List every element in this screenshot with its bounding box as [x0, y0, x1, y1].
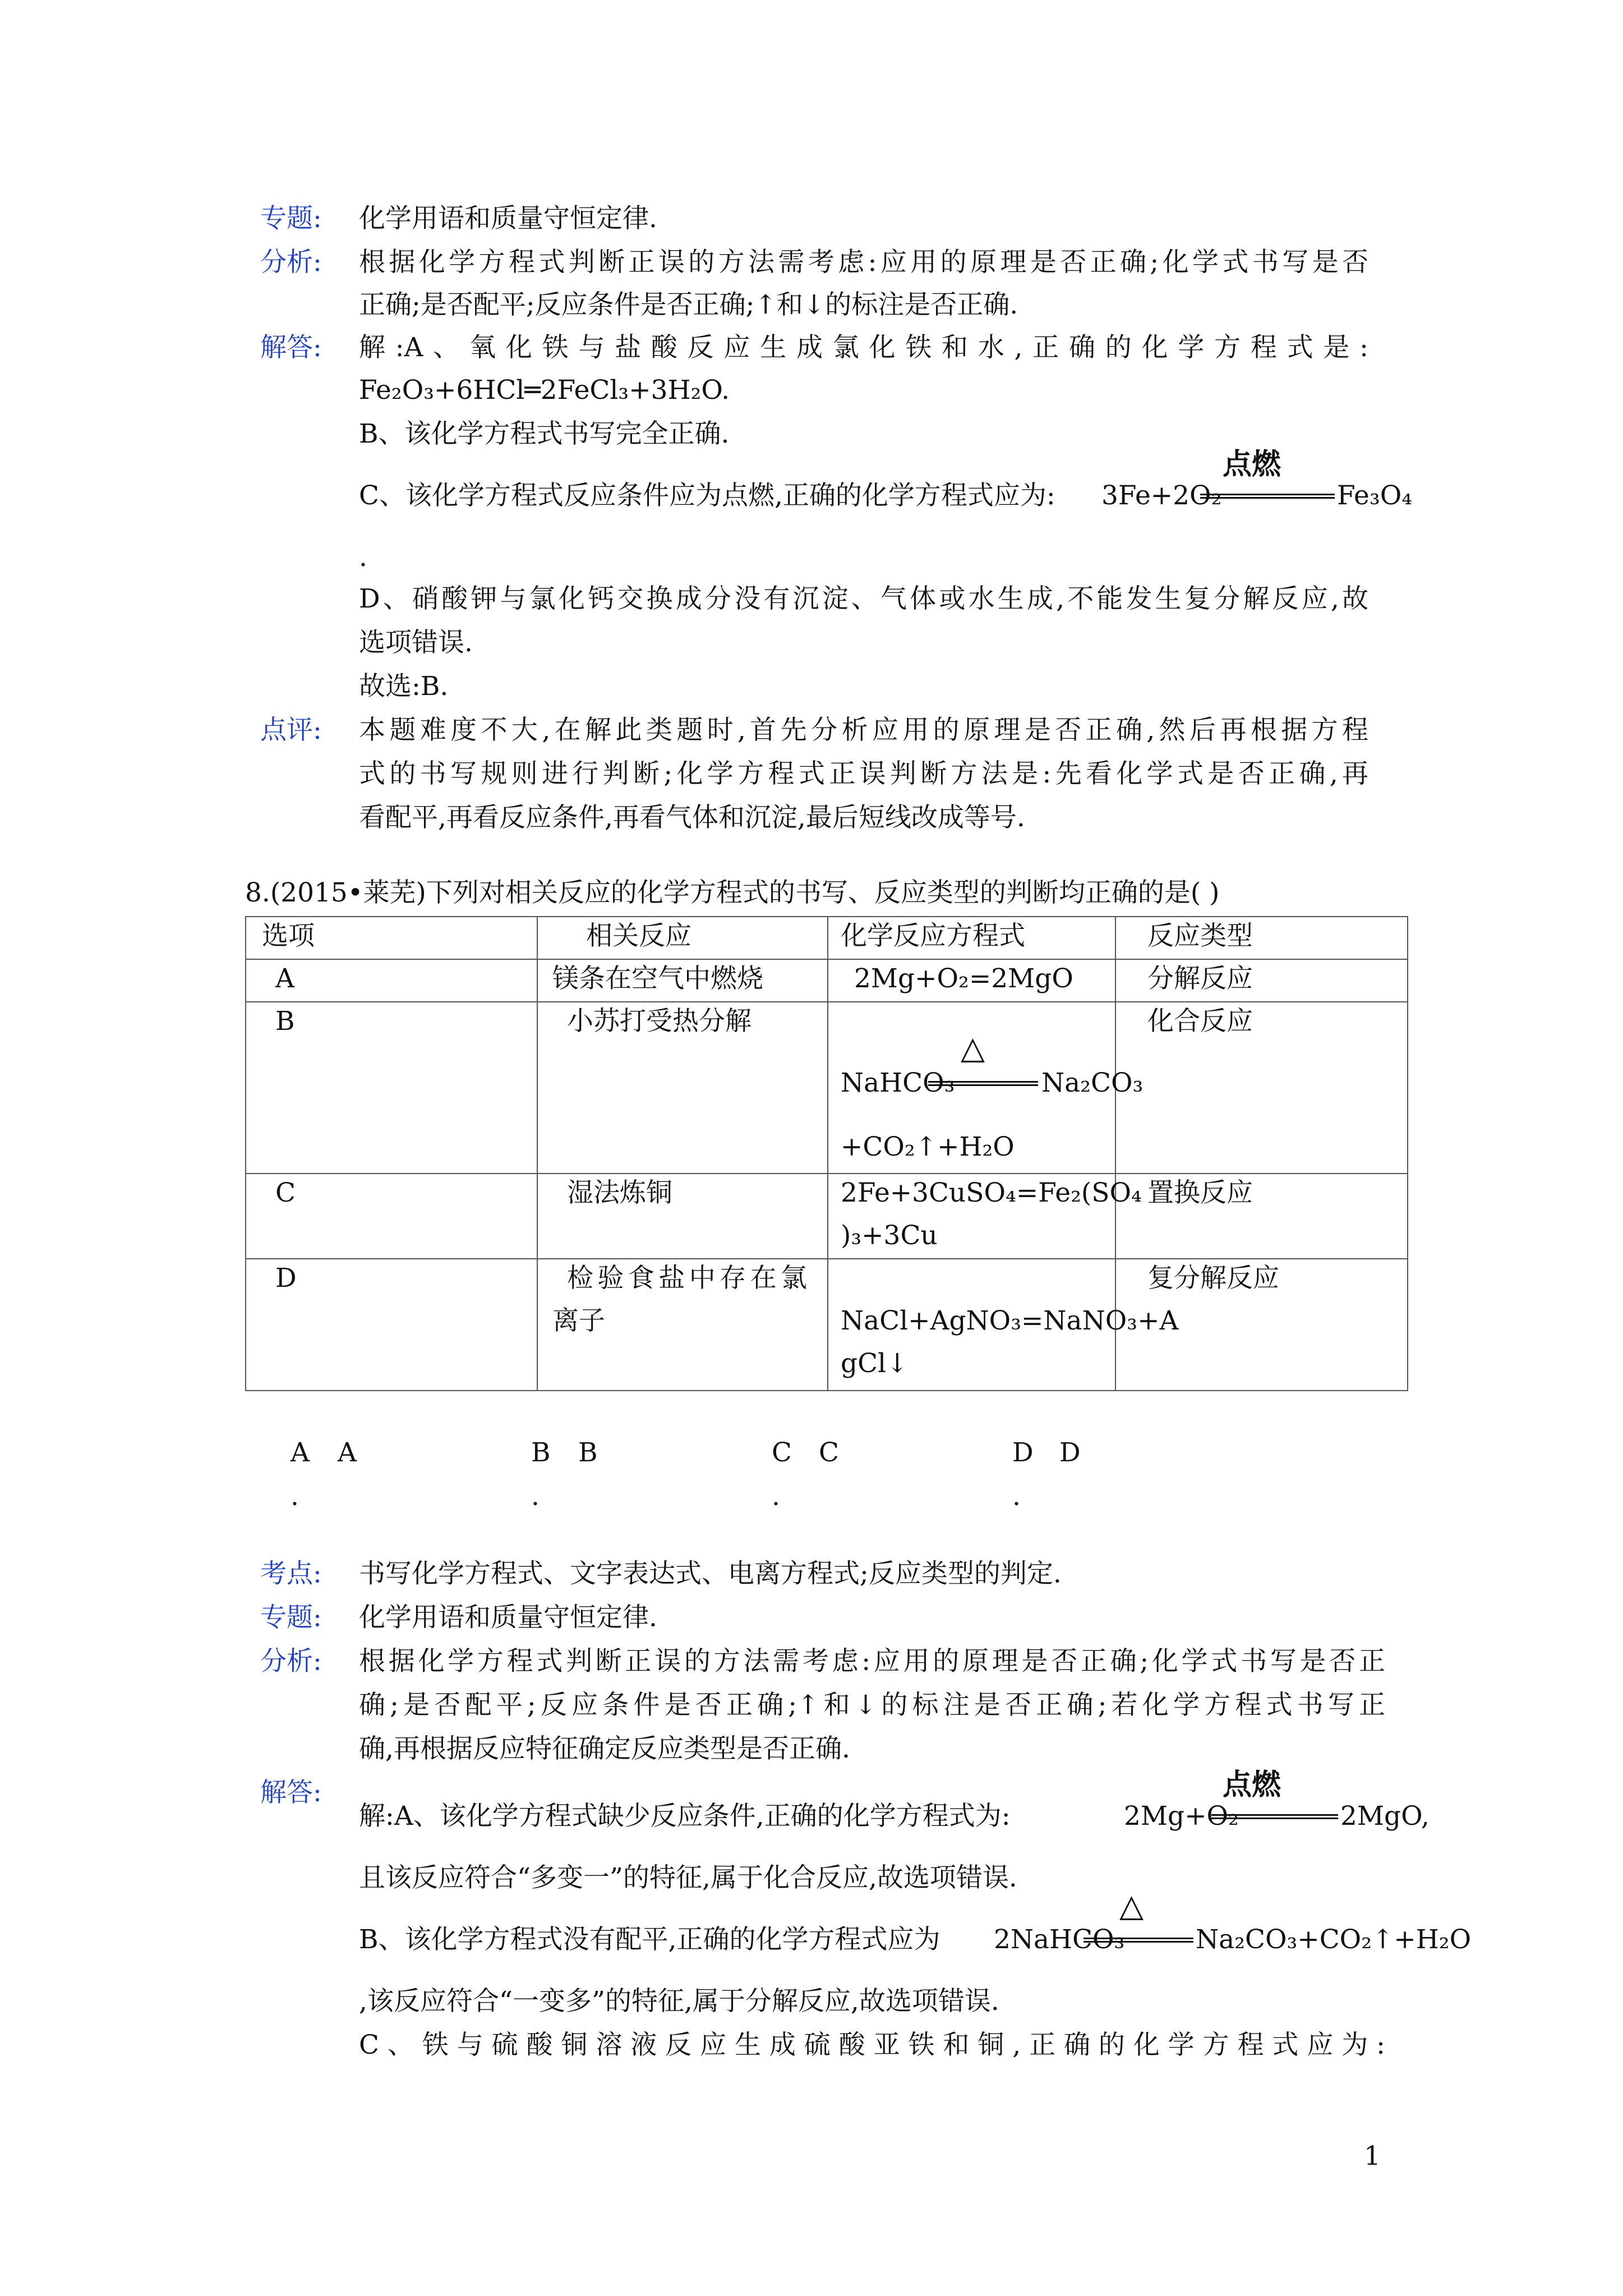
answer-a-line-2: 且该反应符合“多变一”的特征,属于化合反应,故选项错误.	[359, 1862, 1017, 1893]
equals-sign	[1083, 1938, 1193, 1943]
equals-sign	[1211, 1814, 1338, 1819]
page-number: 1	[1364, 2141, 1381, 2171]
comment-line-3: 看配平,再看反应条件,再看气体和沉淀,最后短线改成等号.	[359, 802, 1025, 833]
analysis-line-2: 确;是否配平;反应条件是否正确;↑和↓的标注是否正确;若化学方程式书写正	[359, 1690, 1385, 1720]
heat-symbol: △	[961, 1030, 985, 1066]
table-header-cell: 相关反应	[537, 917, 828, 959]
analysis-line-1: 根据化学方程式判断正误的方法需考虑:应用的原理是否正确;化学式书写是否正	[359, 1646, 1385, 1677]
table-cell: A	[246, 959, 537, 1002]
table-header-cell: 化学反应方程式	[828, 917, 1115, 959]
answer-a-rhs: 2MgO,	[1340, 1801, 1430, 1832]
reaction-table	[245, 916, 1408, 1391]
choice-a-text[interactable]: A	[338, 1437, 357, 1468]
table-cell: 化合反应	[1115, 1002, 1408, 1174]
equals-sign	[1200, 494, 1335, 499]
table-cell: NaHCO₃ △ Na₂CO₃ +CO₂↑+H₂O	[828, 1002, 1115, 1174]
answer-b: B、该化学方程式书写完全正确.	[359, 418, 730, 449]
table-row	[246, 959, 1408, 1002]
table-row	[246, 1002, 1408, 1174]
choice-c-text[interactable]: C	[819, 1437, 839, 1468]
comment-line-2: 式的书写规则进行判断;化学方程式正误判断方法是:先看化学式是否正确,再	[359, 758, 1368, 789]
choice-c-dot: .	[772, 1481, 780, 1512]
table-row	[246, 1174, 1408, 1259]
table-cell: 小苏打受热分解	[537, 1002, 828, 1174]
choice-d-letter: D	[1012, 1437, 1034, 1468]
answer-a-text: 解:A、该化学方程式缺少反应条件,正确的化学方程式为:	[359, 1801, 1011, 1832]
answer-a-condition: 点燃	[1223, 1768, 1281, 1802]
analysis-line-2: 正确;是否配平;反应条件是否正确;↑和↓的标注是否正确.	[359, 289, 1018, 320]
answer-b-line-2: ,该反应符合“一变多”的特征,属于分解反应,故选项错误.	[359, 1986, 999, 2017]
choice-c-letter: C	[772, 1437, 792, 1468]
analysis-line-3: 确,再根据反应特征确定反应类型是否正确.	[359, 1733, 850, 1764]
answer-label: 解答:	[260, 1777, 322, 1808]
answer-a-lhs: 2Mg+O₂	[1124, 1801, 1239, 1832]
answer-c-rhs: Fe₃O₄	[1337, 480, 1413, 511]
table-cell: 2Fe+3CuSO₄=Fe₂(SO₄ )₃+3Cu	[828, 1174, 1115, 1259]
answer-choice: 故选:B.	[359, 671, 449, 702]
answer-label: 解答:	[260, 332, 322, 363]
answer-c-lhs: 3Fe+2O₂	[1101, 480, 1222, 511]
point-label: 考点:	[260, 1558, 322, 1589]
table-cell: 镁条在空气中燃烧	[537, 959, 828, 1002]
table-row	[246, 1259, 1408, 1391]
answer-b-text: B、该化学方程式没有配平,正确的化学方程式应为	[359, 1924, 940, 1955]
table-cell: B	[246, 1002, 537, 1174]
point-text: 书写化学方程式、文字表达式、电离方程式;反应类型的判定.	[359, 1558, 1062, 1589]
table-cell: 2Mg+O₂=2MgO	[828, 959, 1115, 1002]
answer-b-rhs: Na₂CO₃+CO₂↑+H₂O	[1196, 1924, 1472, 1955]
table-header-cell: 选项	[246, 917, 537, 959]
comment-line-1: 本题难度不大,在解此类题时,首先分析应用的原理是否正确,然后再根据方程	[359, 715, 1368, 746]
choice-b-letter: B	[531, 1437, 551, 1468]
answer-b-lhs: 2NaHCO₃	[994, 1924, 1125, 1955]
topic-text: 化学用语和质量守恒定律.	[359, 203, 657, 234]
table-cell: D	[246, 1259, 537, 1391]
answer-d-line-2: 选项错误.	[359, 627, 473, 658]
answer-d-line-1: D、硝酸钾与氯化钙交换成分没有沉淀、气体或水生成,不能发生复分解反应,故	[359, 583, 1368, 614]
answer-a-line-1: 解:A、氧化铁与盐酸反应生成氯化铁和水,正确的化学方程式是:	[359, 332, 1368, 363]
choice-d-text[interactable]: D	[1059, 1437, 1081, 1468]
choice-b-text[interactable]: B	[578, 1437, 598, 1468]
table-cell: NaCl+AgNO₃=NaNO₃+A gCl↓	[828, 1259, 1115, 1391]
choice-b-dot: .	[531, 1481, 540, 1512]
answer-c-end: .	[359, 542, 367, 573]
equals-sign	[928, 1081, 1038, 1086]
answer-c-line-1: C、铁与硫酸铜溶液反应生成硫酸亚铁和铜,正确的化学方程式应为:	[359, 2030, 1385, 2060]
table-cell: 置换反应	[1115, 1174, 1408, 1259]
analysis-line-1: 根据化学方程式判断正误的方法需考虑:应用的原理是否正确;化学式书写是否	[359, 247, 1368, 278]
answer-a-line-2: Fe₂O₃+6HCl═2FeCl₃+3H₂O.	[359, 375, 730, 406]
question-stem: 8.(2015•莱芜)下列对相关反应的化学方程式的书写、反应类型的判断均正确的是( )	[245, 877, 1220, 908]
analysis-label: 分析:	[260, 1646, 322, 1677]
table-cell: 分解反应	[1115, 959, 1408, 1002]
analysis-label: 分析:	[260, 247, 322, 278]
answer-c-condition: 点燃	[1223, 448, 1281, 481]
choice-a-letter: A	[291, 1437, 310, 1468]
comment-label: 点评:	[260, 715, 322, 746]
choice-a-dot: .	[291, 1481, 299, 1512]
heat-symbol: △	[1119, 1888, 1144, 1924]
table-cell: 湿法炼铜	[537, 1174, 828, 1259]
choice-d-dot: .	[1012, 1481, 1021, 1512]
table-header-cell: 反应类型	[1115, 917, 1408, 959]
table-header-row	[246, 917, 1408, 959]
topic-label: 专题:	[260, 1602, 322, 1633]
topic-label: 专题:	[260, 203, 322, 234]
table-cell: 检验食盐中存在氯 离子	[537, 1259, 828, 1391]
topic-text: 化学用语和质量守恒定律.	[359, 1602, 657, 1633]
answer-c-text: C、该化学方程式反应条件应为点燃,正确的化学方程式应为:	[359, 480, 1055, 511]
table-cell: C	[246, 1174, 537, 1259]
table-cell: 复分解反应	[1115, 1259, 1408, 1391]
